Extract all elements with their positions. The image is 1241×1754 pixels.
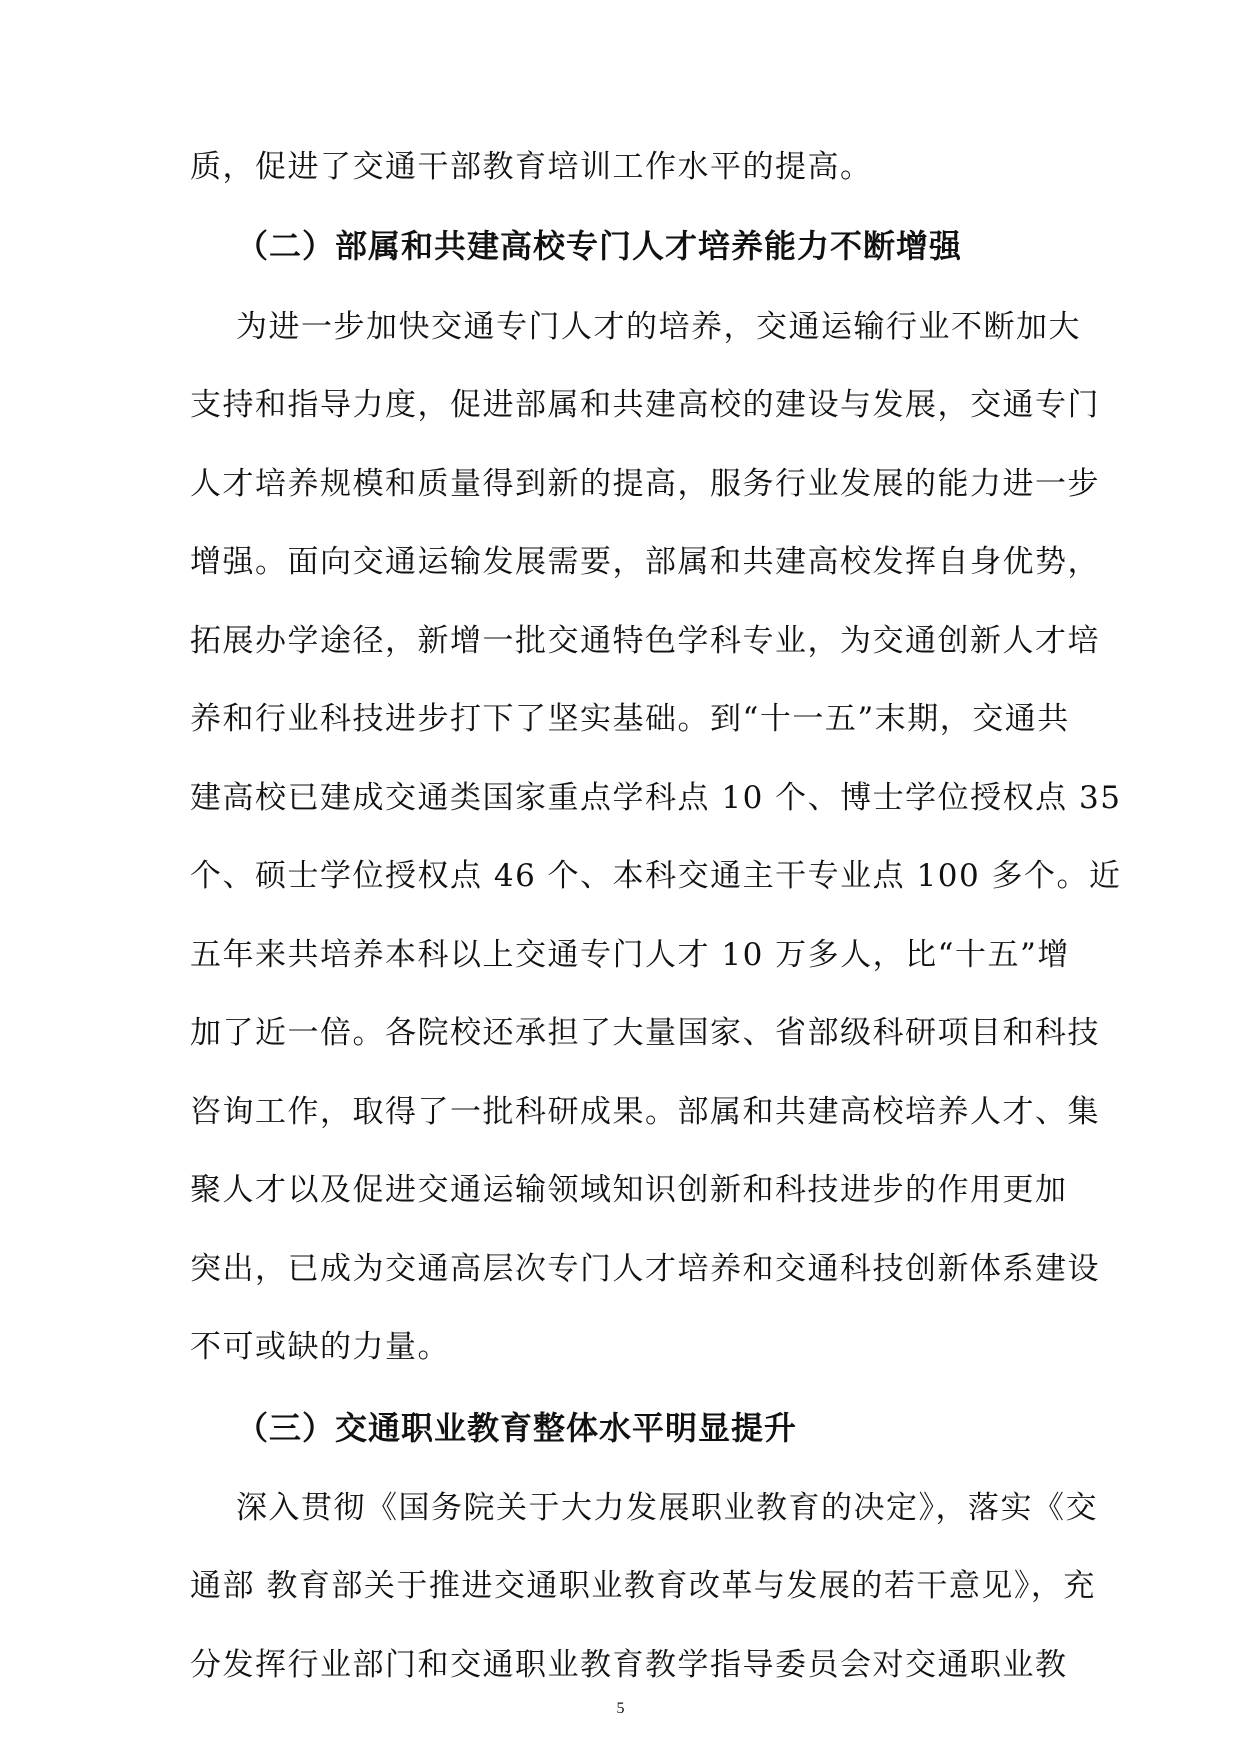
paragraph-line: 通部 教育部关于推进交通职业教育改革与发展的若干意见》，充 xyxy=(190,1568,1096,1604)
paragraph-line: 分发挥行业部门和交通职业教育教学指导委员会对交通职业教 xyxy=(190,1647,1068,1683)
paragraph-line: 人才培养规模和质量得到新的提高，服务行业发展的能力进一步 xyxy=(190,466,1100,502)
paragraph-line: 养和行业科技进步打下了坚实基础。到“十一五”末期，交通共 xyxy=(190,701,1070,737)
paragraph-line: 加了近一倍。各院校还承担了大量国家、省部级科研项目和科技 xyxy=(190,1015,1100,1051)
paragraph-line: 为进一步加快交通专门人才的培养，交通运输行业不断加大 xyxy=(236,309,1081,345)
paragraph-line: 不可或缺的力量。 xyxy=(190,1329,450,1365)
paragraph-line: 五年来共培养本科以上交通专门人才 10 万多人，比“十五”增 xyxy=(190,937,1070,973)
section-heading-2: （二）部属和共建高校专门人才培养能力不断增强 xyxy=(236,227,963,265)
paragraph-line: 增强。面向交通运输发展需要，部属和共建高校发挥自身优势， xyxy=(190,544,1100,580)
paragraph-line: 深入贯彻《国务院关于大力发展职业教育的决定》，落实《交 xyxy=(236,1490,1098,1526)
paragraph-line: 质，促进了交通干部教育培训工作水平的提高。 xyxy=(190,149,873,185)
paragraph-line: 咨询工作，取得了一批科研成果。部属和共建高校培养人才、集 xyxy=(190,1094,1100,1130)
paragraph-line: 建高校已建成交通类国家重点学科点 10 个、博士学位授权点 35 xyxy=(190,780,1122,816)
paragraph-line: 个、硕士学位授权点 46 个、本科交通主干专业点 100 多个。近 xyxy=(190,858,1122,894)
page-number: 5 xyxy=(616,1700,625,1717)
paragraph-line: 聚人才以及促进交通运输领域知识创新和科技进步的作用更加 xyxy=(190,1172,1068,1208)
section-heading-3: （三）交通职业教育整体水平明显提升 xyxy=(236,1409,798,1447)
paragraph-line: 拓展办学途径，新增一批交通特色学科专业，为交通创新人才培 xyxy=(190,623,1100,659)
paragraph-line: 突出，已成为交通高层次专门人才培养和交通科技创新体系建设 xyxy=(190,1251,1100,1287)
paragraph-line: 支持和指导力度，促进部属和共建高校的建设与发展，交通专门 xyxy=(190,387,1100,423)
